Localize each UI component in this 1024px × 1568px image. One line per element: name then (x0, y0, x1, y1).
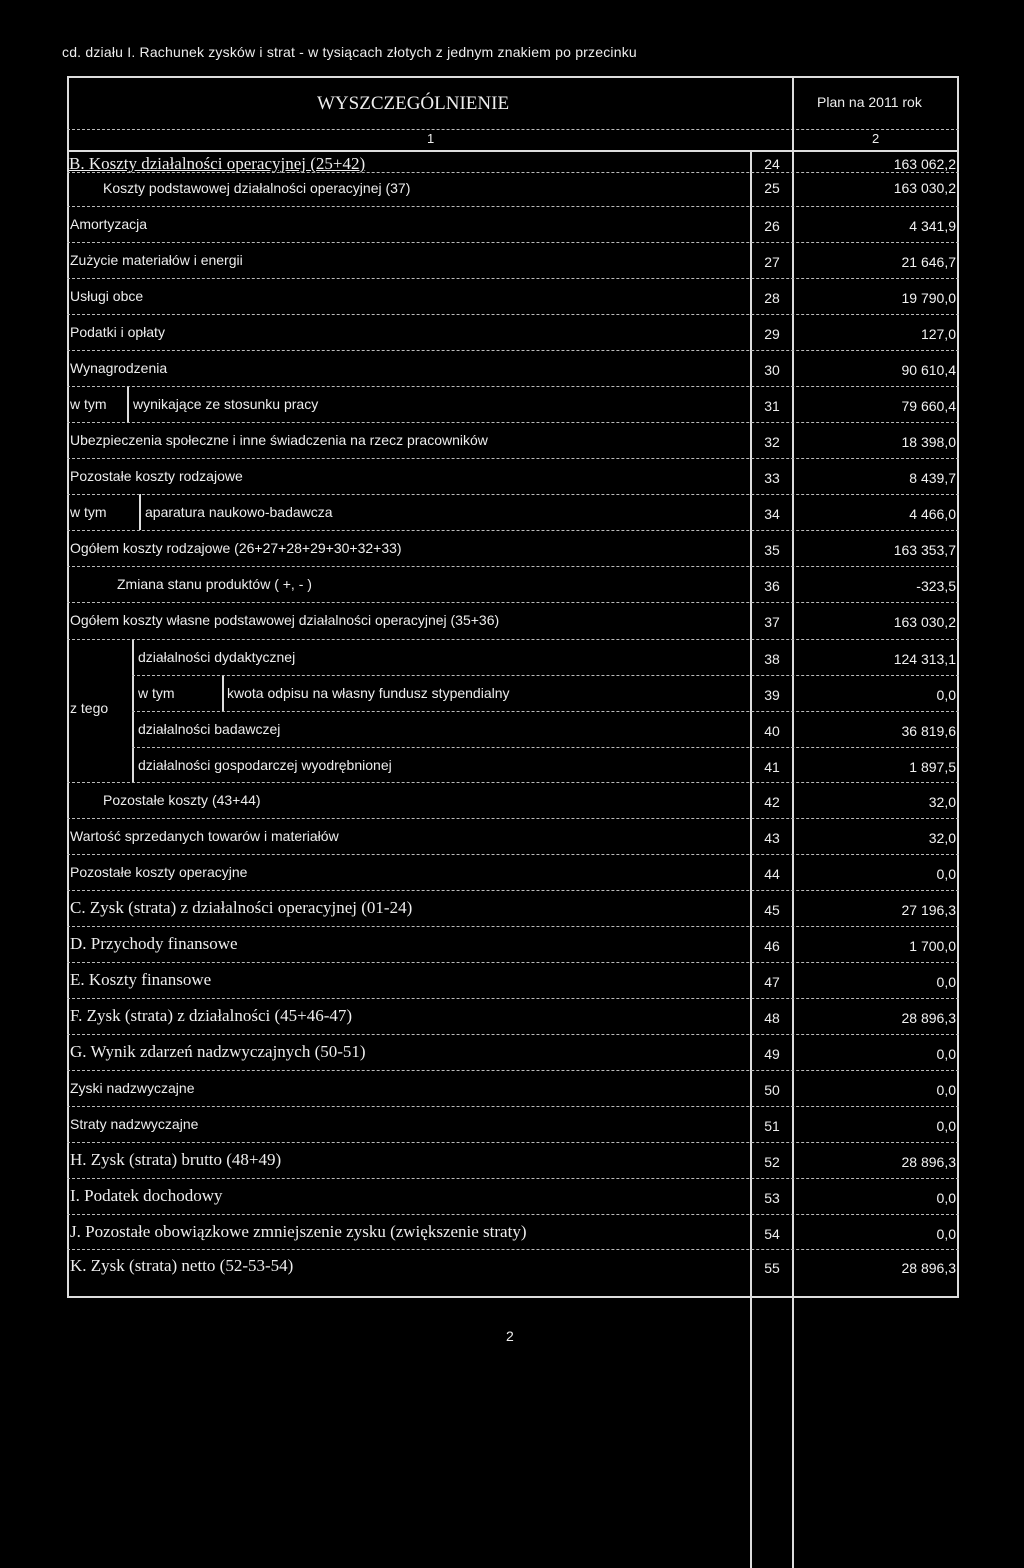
row-number: 46 (764, 938, 780, 954)
row-label: w tym (138, 685, 175, 701)
row-label: G. Wynik zdarzeń nadzwyczajnych (50-51) (70, 1042, 366, 1061)
column-number-description: 1 (427, 131, 435, 146)
row-number: 29 (764, 326, 780, 342)
row-value: 0,0 (936, 1190, 956, 1206)
row-number: 39 (764, 687, 780, 703)
row-number: 55 (764, 1260, 780, 1276)
row-label: K. Zysk (strata) netto (52-53-54) (70, 1256, 294, 1275)
row-value: 32,0 (928, 794, 956, 810)
row-number: 53 (764, 1190, 780, 1206)
row-value: 124 313,1 (893, 651, 956, 667)
row-line (67, 1106, 959, 1107)
row-line (67, 1070, 959, 1071)
row-value: 163 353,7 (893, 542, 956, 558)
row-number: 44 (764, 866, 780, 882)
row-number: 43 (764, 830, 780, 846)
row-number: 30 (764, 362, 780, 378)
header-bottom-line (67, 150, 959, 152)
row-label: Ubezpieczenia społeczne i inne świadczenia na rzecz pracowników (70, 432, 488, 448)
row-number: 52 (764, 1154, 780, 1170)
group-label-z-tego: z tego (70, 700, 109, 716)
row-line (67, 1249, 959, 1250)
row-value: 0,0 (936, 866, 956, 882)
row-number: 42 (764, 794, 780, 810)
row-line (67, 1214, 959, 1215)
row-line (67, 1178, 959, 1179)
row-line (67, 206, 959, 207)
row-number: 47 (764, 974, 780, 990)
row-label: E. Koszty finansowe (70, 970, 212, 989)
row-line (67, 602, 959, 603)
row-line (67, 458, 959, 459)
row-number: 48 (764, 1010, 780, 1026)
row-line (67, 818, 959, 819)
row-value: 19 790,0 (901, 290, 956, 306)
row-number: 38 (764, 651, 780, 667)
row-label: I. Podatek dochodowy (70, 1186, 223, 1205)
row-number: 31 (764, 398, 780, 414)
row-value: -323,5 (916, 578, 956, 594)
row-line (67, 782, 959, 783)
row-value: 18 398,0 (901, 434, 956, 450)
row-label: J. Pozostałe obowiązkowe zmniejszenie zysku (zwiększenie straty) (70, 1222, 527, 1241)
row-value: 28 896,3 (901, 1010, 956, 1026)
profit-loss-table (67, 76, 959, 1276)
row-value: 163 062,2 (893, 156, 956, 172)
row-value: 21 646,7 (901, 254, 956, 270)
row-label: Pozostałe koszty (43+44) (103, 792, 261, 808)
row-number: 33 (764, 470, 780, 486)
row-value: 4 341,9 (909, 218, 956, 234)
row-label: Koszty podstawowej działalności operacyjnej (37) (103, 180, 411, 196)
row-number: 27 (764, 254, 780, 270)
row-value: 1 897,5 (909, 759, 956, 775)
row-number: 26 (764, 218, 780, 234)
row-line (132, 747, 959, 748)
row-label: w tym (70, 396, 107, 412)
row-label: Zmiana stanu produktów ( +, - ) (117, 576, 312, 592)
row-number: 40 (764, 723, 780, 739)
row-value: 0,0 (936, 974, 956, 990)
row-label: F. Zysk (strata) z działalności (45+46-47) (70, 1006, 353, 1025)
row-value: 0,0 (936, 687, 956, 703)
row-line (67, 926, 959, 927)
row-label: Amortyzacja (70, 216, 148, 232)
column-header-plan: Plan na 2011 rok (817, 94, 922, 110)
row-line (67, 530, 959, 531)
row-label: Pozostałe koszty operacyjne (70, 864, 248, 880)
row-line (67, 962, 959, 963)
row-label: Wynagrodzenia (70, 360, 168, 376)
row-value: 127,0 (920, 326, 956, 342)
row-line (67, 494, 959, 495)
row-line (67, 386, 959, 387)
row-value: 0,0 (936, 1226, 956, 1242)
row-line (67, 350, 959, 351)
row-label: Wartość sprzedanych towarów i materiałów (70, 828, 339, 844)
row-line (67, 566, 959, 567)
row-number: 49 (764, 1046, 780, 1062)
row-value: 32,0 (928, 830, 956, 846)
row-line (67, 278, 959, 279)
row-sublabel: kwota odpisu na własny fundusz stypendialny (227, 685, 510, 701)
row-sublabel: wynikające ze stosunku pracy (133, 396, 319, 412)
row-sublabel: aparatura naukowo-badawcza (145, 504, 333, 520)
row-value: 28 896,3 (901, 1260, 956, 1276)
row-line (67, 422, 959, 423)
row-value: 28 896,3 (901, 1154, 956, 1170)
row-number: 32 (764, 434, 780, 450)
row-number: 41 (764, 759, 780, 775)
table-caption: cd. działu I. Rachunek zysków i strat - w tysiącach złotych z jednym znakiem po przecinku (62, 44, 637, 60)
row-value: 27 196,3 (901, 902, 956, 918)
row-number: 24 (764, 156, 780, 172)
row-value: 0,0 (936, 1082, 956, 1098)
row-label: D. Przychody finansowe (70, 934, 238, 953)
row-number: 50 (764, 1082, 780, 1098)
row-label: Straty nadzwyczajne (70, 1116, 199, 1132)
row-label: Ogółem koszty własne podstawowej działalności operacyjnej (35+36) (70, 612, 500, 628)
row-number: 36 (764, 578, 780, 594)
row-label: działalności dydaktycznej (138, 649, 296, 665)
row-value: 0,0 (936, 1118, 956, 1134)
row-number: 34 (764, 506, 780, 522)
row-label: działalności badawczej (138, 721, 281, 737)
line-w-tym-34 (139, 494, 141, 530)
row-number: 35 (764, 542, 780, 558)
row-value: 90 610,4 (901, 362, 956, 378)
row-line (67, 242, 959, 243)
row-line (132, 675, 959, 676)
row-line (67, 890, 959, 891)
row-value: 8 439,7 (909, 470, 956, 486)
row-label: H. Zysk (strata) brutto (48+49) (70, 1150, 282, 1169)
row-label: B. Koszty działalności operacyjnej (25+42) (69, 154, 366, 173)
row-label: Zużycie materiałów i energii (70, 252, 243, 268)
row-label: Pozostałe koszty rodzajowe (70, 468, 243, 484)
row-label: Ogółem koszty rodzajowe (26+27+28+29+30+32+33) (70, 540, 402, 556)
row-label: Usługi obce (70, 288, 144, 304)
row-line (67, 1142, 959, 1143)
row-number: 51 (764, 1118, 780, 1134)
line-w-tym-39 (222, 675, 224, 711)
column-number-plan: 2 (872, 131, 880, 146)
header-divider (67, 129, 959, 130)
row-label: w tym (70, 504, 107, 520)
row-line (67, 998, 959, 999)
line-w-tym-31 (127, 386, 129, 422)
column-header-description: WYSZCZEGÓLNIENIE (317, 93, 510, 114)
row-value: 0,0 (936, 1046, 956, 1062)
row-label: Podatki i opłaty (70, 324, 165, 340)
row-label: działalności gospodarczej wyodrębnionej (138, 757, 392, 773)
row-number: 45 (764, 902, 780, 918)
row-value: 4 466,0 (909, 506, 956, 522)
row-number: 54 (764, 1226, 780, 1242)
row-value: 163 030,2 (893, 180, 956, 196)
row-value: 163 030,2 (893, 614, 956, 630)
row-number: 37 (764, 614, 780, 630)
row-number: 28 (764, 290, 780, 306)
row-line (67, 639, 959, 640)
row-label: Zyski nadzwyczajne (70, 1080, 195, 1096)
row-label: C. Zysk (strata) z działalności operacyjnej (01-24) (70, 898, 413, 917)
row-line (132, 711, 959, 712)
row-line (67, 314, 959, 315)
row-value: 79 660,4 (901, 398, 956, 414)
row-value: 36 819,6 (901, 723, 956, 739)
row-value: 1 700,0 (909, 938, 956, 954)
row-number: 25 (764, 180, 780, 196)
row-line (67, 1034, 959, 1035)
row-line (67, 854, 959, 855)
page-number: 2 (506, 1328, 514, 1344)
